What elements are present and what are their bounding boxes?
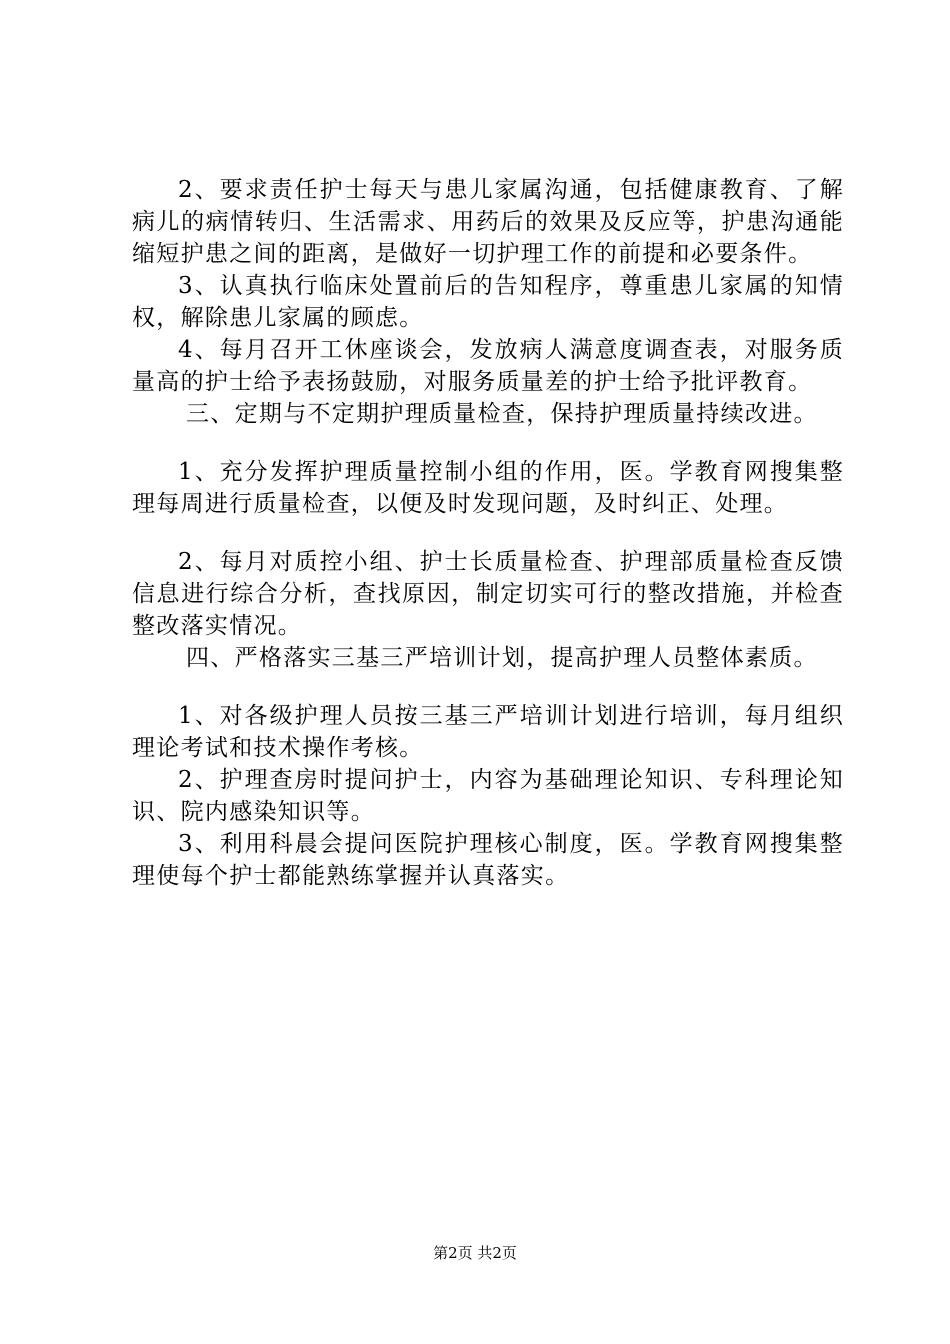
paragraph-notification: 3、认真执行临床处置前后的告知程序，尊重患儿家属的知情权，解除患儿家属的顾虑。 — [132, 273, 844, 331]
document-body — [132, 174, 844, 892]
paragraph-morning-meeting: 3、利用科晨会提问医院护理核心制度，医。学教育网搜集整理使每个护士都能熟练掌握并认真落实。 — [132, 831, 844, 889]
paragraph-communication: 2、要求责任护士每天与患儿家属沟通，包括健康教育、了解病儿的病情转归、生活需求、用药后的效果及反应等，护患沟通能缩短护患之间的距离，是做好一切护理工作的前提和必要条件。 — [132, 177, 844, 267]
page-footer: 第2页 共2页 — [433, 1244, 517, 1262]
paragraph-monthly-meeting: 4、每月召开工休座谈会，发放病人满意度调查表，对服务质量高的护士给予表扬鼓励，对服务质量差的护士给予批评教育。 — [132, 337, 844, 395]
paragraph-training: 1、对各级护理人员按三基三严培训计划进行培训，每月组织理论考试和技术操作考核。 — [132, 703, 844, 761]
section-heading-quality-inspection: 三、定期与不定期护理质量检查，保持护理质量持续改进。 — [186, 401, 818, 427]
paragraph-ward-rounds: 2、护理查房时提问护士，内容为基础理论知识、专科理论知识、院内感染知识等。 — [132, 767, 844, 825]
section-heading-training-plan: 四、严格落实三基三严培训计划，提高护理人员整体素质。 — [186, 645, 818, 671]
paragraph-quality-control-group: 1、充分发挥护理质量控制小组的作用，医。学教育网搜集整理每周进行质量检查，以便及时发现问题，及时纠正、处理。 — [132, 459, 844, 517]
paragraph-feedback-analysis: 2、每月对质控小组、护士长质量检查、护理部质量检查反馈信息进行综合分析，查找原因，制定切实可行的整改措施，并检查整改落实情况。 — [132, 549, 844, 639]
